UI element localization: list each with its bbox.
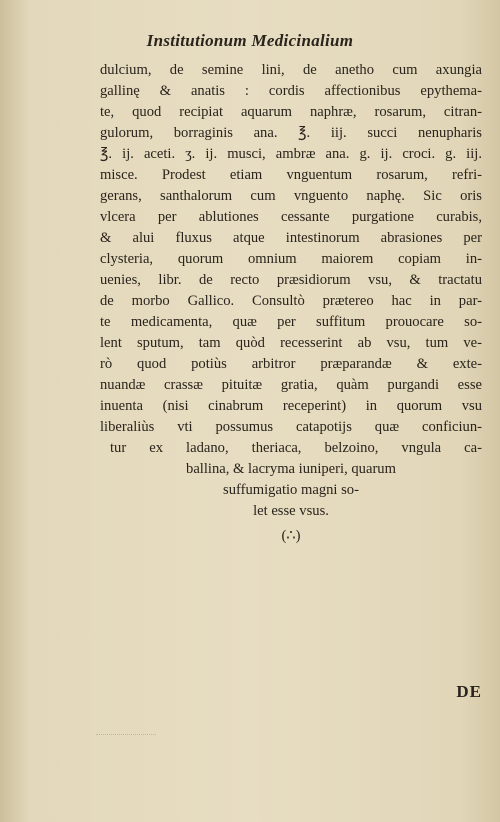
text-line: nuandæ crassæ pituitæ gratia, quàm purgandi esse xyxy=(100,377,482,393)
catchword: DE xyxy=(456,682,482,701)
text-line: vlcera per ablutiones cessante purgatione curabis, xyxy=(100,209,482,225)
text-line: te, quod recipiat aquarum naphræ, rosarum, citran- xyxy=(100,104,482,120)
text-line: inuenta (nisi cinabrum receperint) in quorum vsu xyxy=(100,398,482,414)
text-line: ballina, & lacryma iuniperi, quarum xyxy=(186,461,396,477)
text-line: dulcium, de semine lini, de anetho cum axungia xyxy=(100,62,482,78)
text-line: uenies, libr. de recto præsidiorum vsu, & tractatu xyxy=(100,272,482,288)
bleed-through-mark xyxy=(96,734,156,753)
text-line: lent sputum, tam quòd recesserint ab vsu, tum ve- xyxy=(100,335,482,351)
text-line: & alui fluxus atque intestinorum abrasiones per xyxy=(100,230,482,246)
text-line: rò quod potiùs arbitror præparandæ & exte- xyxy=(100,356,482,372)
text-line: de morbo Gallico. Consultò prætereo hac in par- xyxy=(100,293,482,309)
text-line: misce. Prodest etiam vnguentum rosarum, refri- xyxy=(100,167,482,183)
text-line: gerans, santhalorum cum vnguento naphę. Sic oris xyxy=(100,188,482,204)
text-line: tur ex ladano, theriaca, belzoino, vngula ca- xyxy=(110,440,482,456)
text-line: te medicamenta, quæ per suffitum prouocare so- xyxy=(100,314,482,330)
text-line: gulorum, borraginis ana. ℥. iij. succi nenupharis xyxy=(100,125,482,141)
text-line: clysteria, quorum omnium maiorem copiam in- xyxy=(100,251,482,267)
text-line: gallinę & anatis : cordis affectionibus epythema- xyxy=(100,83,482,99)
text-line: suffumigatio magni so- xyxy=(223,482,359,498)
text-line: let esse vsus. xyxy=(253,503,329,519)
body-text xyxy=(100,60,482,547)
end-ornament: (∴) xyxy=(281,528,301,544)
text-line: ℥. ij. aceti. ʒ. ij. musci, ambræ ana. g. ij. croci. g. iij. xyxy=(100,146,482,162)
text-line: liberaliùs vti possumus catapotijs quæ conficiun- xyxy=(100,419,482,435)
running-header: Institutionum Medicinalium xyxy=(146,31,354,50)
